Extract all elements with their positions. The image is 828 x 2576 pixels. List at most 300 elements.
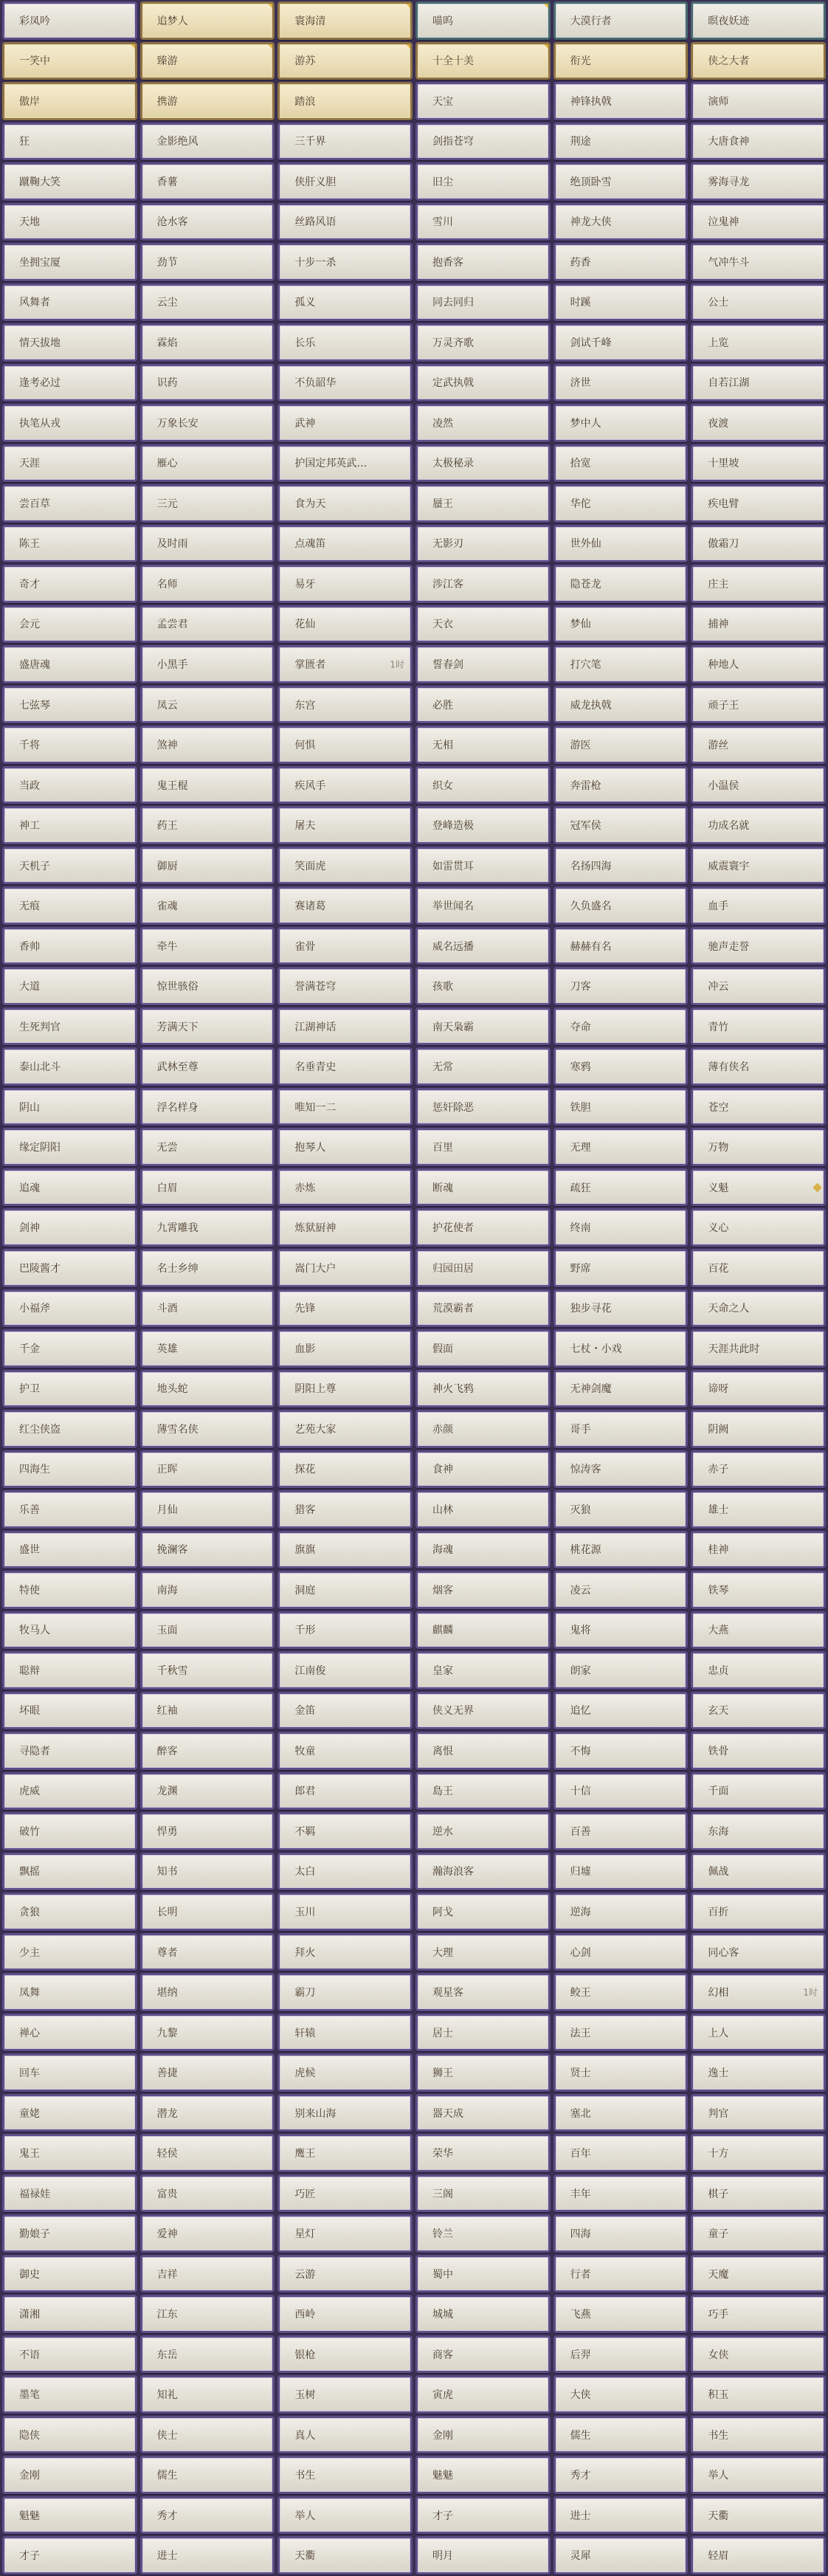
title-cell[interactable] — [140, 123, 275, 161]
title-cell[interactable] — [415, 766, 551, 805]
title-cell[interactable] — [691, 1772, 826, 1811]
title-cell[interactable] — [140, 1, 275, 40]
title-cell[interactable] — [2, 1973, 137, 2011]
title-cell[interactable] — [415, 484, 551, 523]
title-cell[interactable] — [277, 1450, 413, 1489]
title-cell[interactable] — [691, 1329, 826, 1368]
title-cell[interactable] — [553, 162, 689, 201]
title-cell[interactable] — [553, 1208, 689, 1247]
title-cell[interactable] — [2, 686, 137, 724]
title-cell[interactable] — [277, 123, 413, 161]
title-cell[interactable] — [553, 2134, 689, 2172]
title-cell[interactable] — [691, 1410, 826, 1448]
title-cell[interactable] — [277, 203, 413, 241]
title-cell[interactable] — [2, 1933, 137, 1971]
title-cell[interactable] — [553, 2496, 689, 2535]
title-cell[interactable] — [691, 1853, 826, 1891]
title-cell[interactable] — [553, 1008, 689, 1046]
title-cell[interactable] — [2, 1208, 137, 1247]
title-cell[interactable] — [691, 605, 826, 644]
title-cell[interactable] — [140, 1772, 275, 1811]
title-cell[interactable] — [691, 1, 826, 40]
title-cell[interactable] — [691, 1893, 826, 1931]
title-cell[interactable] — [553, 2053, 689, 2092]
title-cell[interactable] — [140, 203, 275, 241]
title-cell[interactable] — [140, 1973, 275, 2011]
title-cell[interactable] — [553, 1450, 689, 1489]
title-cell[interactable] — [140, 2496, 275, 2535]
title-cell[interactable] — [553, 766, 689, 805]
title-cell[interactable] — [277, 806, 413, 844]
title-cell[interactable] — [140, 1853, 275, 1891]
title-cell[interactable] — [2, 565, 137, 603]
title-cell[interactable] — [553, 927, 689, 965]
title-cell[interactable] — [277, 686, 413, 724]
title-cell[interactable] — [415, 1410, 551, 1448]
title-cell[interactable] — [415, 1289, 551, 1328]
title-cell[interactable] — [277, 1410, 413, 1448]
title-cell[interactable] — [691, 1611, 826, 1650]
title-cell[interactable] — [2, 927, 137, 965]
title-cell[interactable] — [691, 927, 826, 965]
title-cell[interactable] — [2, 323, 137, 362]
title-cell[interactable] — [2, 1088, 137, 1126]
title-cell[interactable] — [415, 1450, 551, 1489]
title-cell[interactable] — [277, 2335, 413, 2374]
title-cell[interactable] — [553, 2174, 689, 2213]
title-cell[interactable] — [691, 1208, 826, 1247]
title-cell[interactable] — [691, 2053, 826, 2092]
title-cell[interactable] — [277, 2094, 413, 2132]
title-cell[interactable] — [140, 1692, 275, 1730]
title-cell[interactable] — [691, 2536, 826, 2575]
title-cell[interactable] — [553, 686, 689, 724]
title-cell[interactable] — [277, 2295, 413, 2333]
title-cell[interactable] — [140, 1249, 275, 1287]
title-cell[interactable] — [277, 1853, 413, 1891]
title-cell[interactable] — [415, 2456, 551, 2494]
title-cell[interactable] — [277, 1611, 413, 1650]
title-cell[interactable] — [415, 1853, 551, 1891]
title-cell[interactable] — [2, 1329, 137, 1368]
title-cell[interactable] — [553, 1853, 689, 1891]
title-cell[interactable] — [2, 726, 137, 764]
title-cell[interactable] — [415, 283, 551, 322]
title-cell[interactable] — [553, 2375, 689, 2414]
title-cell[interactable] — [140, 484, 275, 523]
title-cell[interactable] — [553, 1370, 689, 1408]
title-cell[interactable] — [415, 203, 551, 241]
title-cell[interactable] — [2, 42, 137, 80]
title-cell[interactable] — [2, 203, 137, 241]
title-cell[interactable] — [2, 1571, 137, 1609]
title-cell[interactable] — [277, 283, 413, 322]
title-cell[interactable] — [553, 1249, 689, 1287]
title-cell[interactable] — [277, 645, 413, 683]
title-cell[interactable] — [2, 2456, 137, 2494]
title-cell[interactable] — [553, 726, 689, 764]
title-cell[interactable] — [415, 2053, 551, 2092]
title-cell[interactable] — [415, 2375, 551, 2414]
title-cell[interactable] — [2, 847, 137, 885]
title-cell[interactable] — [2, 1008, 137, 1046]
title-cell[interactable] — [691, 1490, 826, 1529]
title-cell[interactable] — [277, 243, 413, 281]
title-cell[interactable] — [691, 806, 826, 844]
title-cell[interactable] — [140, 2174, 275, 2213]
title-cell[interactable] — [415, 1249, 551, 1287]
title-cell[interactable] — [140, 1047, 275, 1086]
title-cell[interactable] — [553, 1410, 689, 1448]
title-cell[interactable] — [140, 1370, 275, 1408]
title-cell[interactable] — [140, 1933, 275, 1971]
title-cell[interactable] — [140, 1008, 275, 1046]
title-cell[interactable] — [553, 123, 689, 161]
title-cell[interactable] — [277, 364, 413, 402]
title-cell[interactable] — [140, 2134, 275, 2172]
title-cell[interactable] — [277, 886, 413, 925]
title-cell[interactable] — [691, 1008, 826, 1046]
title-cell[interactable] — [2, 1490, 137, 1529]
title-cell[interactable] — [553, 1893, 689, 1931]
title-cell[interactable] — [140, 1812, 275, 1850]
title-cell[interactable] — [140, 364, 275, 402]
title-cell[interactable] — [553, 444, 689, 483]
title-cell[interactable] — [415, 1128, 551, 1166]
title-cell[interactable] — [277, 1088, 413, 1126]
title-cell[interactable] — [415, 2134, 551, 2172]
title-cell[interactable] — [691, 1692, 826, 1730]
title-cell[interactable] — [415, 2536, 551, 2575]
title-cell[interactable] — [140, 766, 275, 805]
title-cell[interactable] — [691, 886, 826, 925]
title-cell[interactable] — [2, 1168, 137, 1207]
title-cell[interactable] — [415, 605, 551, 644]
title-cell[interactable] — [415, 404, 551, 442]
title-cell[interactable] — [415, 1088, 551, 1126]
title-cell[interactable] — [277, 1490, 413, 1529]
title-cell[interactable] — [691, 2134, 826, 2172]
title-cell[interactable] — [2, 484, 137, 523]
title-cell[interactable] — [553, 1088, 689, 1126]
title-cell[interactable] — [553, 2536, 689, 2575]
title-cell[interactable] — [415, 847, 551, 885]
title-cell[interactable] — [415, 1168, 551, 1207]
title-cell[interactable] — [553, 2456, 689, 2494]
title-cell[interactable] — [277, 2014, 413, 2052]
title-cell[interactable] — [691, 1571, 826, 1609]
title-cell[interactable] — [553, 645, 689, 683]
title-cell[interactable] — [140, 2536, 275, 2575]
title-cell[interactable] — [691, 1047, 826, 1086]
title-cell[interactable] — [553, 1772, 689, 1811]
title-cell[interactable] — [2, 2094, 137, 2132]
title-cell[interactable] — [140, 2094, 275, 2132]
title-cell[interactable] — [691, 2496, 826, 2535]
title-cell[interactable] — [2, 1, 137, 40]
title-cell[interactable] — [2, 2174, 137, 2213]
title-cell[interactable] — [553, 2094, 689, 2132]
title-cell[interactable] — [140, 967, 275, 1005]
title-cell[interactable] — [277, 967, 413, 1005]
title-cell[interactable] — [2, 243, 137, 281]
title-cell[interactable] — [553, 967, 689, 1005]
title-cell[interactable] — [691, 323, 826, 362]
title-cell[interactable] — [277, 323, 413, 362]
title-cell[interactable] — [277, 2214, 413, 2253]
title-cell[interactable] — [140, 2214, 275, 2253]
title-cell[interactable] — [415, 162, 551, 201]
title-cell[interactable] — [691, 2416, 826, 2454]
title-cell[interactable] — [415, 565, 551, 603]
title-cell[interactable] — [277, 2536, 413, 2575]
title-cell[interactable] — [553, 2335, 689, 2374]
title-cell[interactable] — [140, 927, 275, 965]
title-cell[interactable] — [553, 2214, 689, 2253]
title-cell[interactable] — [2, 2536, 137, 2575]
title-cell[interactable] — [2, 2496, 137, 2535]
title-cell[interactable] — [140, 2375, 275, 2414]
title-cell[interactable] — [415, 1893, 551, 1931]
title-cell[interactable] — [140, 847, 275, 885]
title-cell[interactable] — [277, 1128, 413, 1166]
title-cell[interactable] — [277, 1812, 413, 1850]
title-cell[interactable] — [2, 1249, 137, 1287]
title-cell[interactable] — [415, 123, 551, 161]
title-cell[interactable] — [277, 2496, 413, 2535]
title-cell[interactable] — [415, 243, 551, 281]
title-cell[interactable] — [2, 2335, 137, 2374]
title-cell[interactable] — [691, 1732, 826, 1770]
title-cell[interactable] — [277, 1531, 413, 1569]
title-cell[interactable] — [277, 42, 413, 80]
title-cell[interactable] — [140, 283, 275, 322]
title-cell[interactable] — [277, 484, 413, 523]
title-cell[interactable] — [553, 1812, 689, 1850]
title-cell[interactable] — [277, 847, 413, 885]
title-cell[interactable] — [277, 927, 413, 965]
title-cell[interactable] — [691, 42, 826, 80]
title-cell[interactable] — [691, 2214, 826, 2253]
title-cell[interactable] — [277, 1, 413, 40]
title-cell[interactable] — [2, 1853, 137, 1891]
title-cell[interactable] — [2, 2295, 137, 2333]
title-cell[interactable] — [691, 2375, 826, 2414]
title-cell[interactable] — [140, 323, 275, 362]
title-cell[interactable] — [415, 2295, 551, 2333]
title-cell[interactable] — [553, 2295, 689, 2333]
title-cell[interactable] — [553, 1531, 689, 1569]
title-cell[interactable] — [2, 2255, 137, 2293]
title-cell[interactable] — [691, 1370, 826, 1408]
title-cell[interactable] — [140, 2456, 275, 2494]
title-cell[interactable] — [691, 1450, 826, 1489]
title-cell[interactable] — [415, 2255, 551, 2293]
title-cell[interactable] — [140, 565, 275, 603]
title-cell[interactable] — [415, 2416, 551, 2454]
title-cell[interactable] — [140, 2014, 275, 2052]
title-cell[interactable] — [2, 2014, 137, 2052]
title-cell[interactable] — [691, 847, 826, 885]
title-cell[interactable] — [140, 1128, 275, 1166]
title-cell[interactable] — [2, 806, 137, 844]
title-cell[interactable] — [277, 1208, 413, 1247]
title-cell[interactable] — [553, 1611, 689, 1650]
title-cell[interactable] — [553, 1973, 689, 2011]
title-cell[interactable] — [691, 404, 826, 442]
title-cell[interactable] — [2, 645, 137, 683]
title-cell[interactable] — [140, 1651, 275, 1690]
title-cell[interactable] — [277, 766, 413, 805]
title-cell[interactable] — [2, 2134, 137, 2172]
title-cell[interactable] — [2, 1651, 137, 1690]
title-cell[interactable] — [277, 726, 413, 764]
title-cell[interactable] — [691, 2295, 826, 2333]
title-cell[interactable] — [691, 1651, 826, 1690]
title-cell[interactable] — [140, 726, 275, 764]
title-cell[interactable] — [140, 886, 275, 925]
title-cell[interactable] — [415, 1008, 551, 1046]
title-cell[interactable] — [415, 927, 551, 965]
title-cell[interactable] — [277, 2053, 413, 2092]
title-cell[interactable] — [2, 444, 137, 483]
title-cell[interactable] — [553, 1168, 689, 1207]
title-cell[interactable] — [140, 1611, 275, 1650]
title-cell[interactable] — [140, 444, 275, 483]
title-cell[interactable] — [2, 1772, 137, 1811]
title-cell[interactable] — [140, 1571, 275, 1609]
title-cell[interactable] — [140, 1208, 275, 1247]
title-cell[interactable] — [553, 2014, 689, 2052]
title-cell[interactable] — [415, 967, 551, 1005]
title-cell[interactable] — [415, 726, 551, 764]
title-cell[interactable] — [553, 1933, 689, 1971]
title-cell[interactable] — [553, 42, 689, 80]
title-cell[interactable] — [691, 1128, 826, 1166]
title-cell[interactable] — [415, 1772, 551, 1811]
title-cell[interactable] — [691, 444, 826, 483]
title-cell[interactable] — [415, 806, 551, 844]
title-cell[interactable] — [2, 886, 137, 925]
title-cell[interactable] — [2, 1611, 137, 1650]
title-cell[interactable] — [2, 123, 137, 161]
title-cell[interactable] — [415, 2174, 551, 2213]
title-cell[interactable] — [415, 1208, 551, 1247]
title-cell[interactable] — [140, 806, 275, 844]
title-cell[interactable] — [415, 886, 551, 925]
title-cell[interactable] — [553, 1692, 689, 1730]
title-cell[interactable] — [691, 2014, 826, 2052]
title-cell[interactable] — [2, 1812, 137, 1850]
title-cell[interactable] — [277, 2255, 413, 2293]
title-cell[interactable] — [140, 162, 275, 201]
title-cell[interactable] — [553, 1, 689, 40]
title-cell[interactable] — [691, 1289, 826, 1328]
title-cell[interactable] — [691, 243, 826, 281]
title-cell[interactable] — [140, 1732, 275, 1770]
title-cell[interactable] — [277, 1933, 413, 1971]
title-cell[interactable] — [277, 1732, 413, 1770]
title-cell[interactable] — [553, 2416, 689, 2454]
title-cell[interactable] — [277, 1329, 413, 1368]
title-cell[interactable] — [553, 565, 689, 603]
title-cell[interactable] — [553, 1651, 689, 1690]
title-cell[interactable] — [415, 2496, 551, 2535]
title-cell[interactable] — [691, 82, 826, 120]
title-cell[interactable] — [691, 2255, 826, 2293]
title-cell[interactable] — [415, 82, 551, 120]
title-cell[interactable] — [2, 1047, 137, 1086]
title-cell[interactable] — [277, 2174, 413, 2213]
title-cell[interactable] — [277, 1772, 413, 1811]
title-cell[interactable] — [553, 806, 689, 844]
title-cell[interactable] — [140, 2335, 275, 2374]
title-cell[interactable] — [691, 2335, 826, 2374]
title-cell[interactable] — [415, 1651, 551, 1690]
title-cell[interactable] — [140, 404, 275, 442]
title-cell[interactable] — [2, 2214, 137, 2253]
title-cell[interactable] — [691, 726, 826, 764]
title-cell[interactable] — [691, 1973, 826, 2011]
title-cell[interactable] — [2, 162, 137, 201]
title-cell[interactable] — [553, 1571, 689, 1609]
title-cell[interactable] — [140, 1168, 275, 1207]
title-cell[interactable] — [277, 1651, 413, 1690]
title-cell[interactable] — [691, 1088, 826, 1126]
title-cell[interactable] — [553, 1490, 689, 1529]
title-cell[interactable] — [277, 2456, 413, 2494]
title-cell[interactable] — [691, 484, 826, 523]
title-cell[interactable] — [553, 605, 689, 644]
title-cell[interactable] — [415, 2014, 551, 2052]
title-cell[interactable] — [277, 2416, 413, 2454]
title-cell[interactable] — [277, 1973, 413, 2011]
title-cell[interactable] — [553, 484, 689, 523]
title-cell[interactable] — [691, 2094, 826, 2132]
title-cell[interactable] — [691, 203, 826, 241]
title-cell[interactable] — [691, 2456, 826, 2494]
title-cell[interactable] — [140, 1289, 275, 1328]
title-cell[interactable] — [2, 1410, 137, 1448]
title-cell[interactable] — [140, 2416, 275, 2454]
title-cell[interactable] — [277, 2134, 413, 2172]
title-cell[interactable] — [2, 283, 137, 322]
title-cell[interactable] — [277, 162, 413, 201]
title-cell[interactable] — [553, 1289, 689, 1328]
title-cell[interactable] — [691, 1933, 826, 1971]
title-cell[interactable] — [553, 82, 689, 120]
title-cell[interactable] — [553, 1732, 689, 1770]
title-cell[interactable] — [691, 1531, 826, 1569]
title-cell[interactable] — [277, 1168, 413, 1207]
title-cell[interactable] — [691, 162, 826, 201]
title-cell[interactable] — [691, 766, 826, 805]
title-cell[interactable] — [2, 1893, 137, 1931]
title-cell[interactable] — [415, 1812, 551, 1850]
title-cell[interactable] — [415, 525, 551, 563]
title-cell[interactable] — [691, 1249, 826, 1287]
title-cell[interactable] — [553, 525, 689, 563]
title-cell[interactable] — [2, 967, 137, 1005]
title-cell[interactable] — [691, 2174, 826, 2213]
title-cell[interactable] — [691, 525, 826, 563]
title-cell[interactable] — [415, 444, 551, 483]
title-cell[interactable] — [277, 2375, 413, 2414]
title-cell[interactable] — [553, 1047, 689, 1086]
title-cell[interactable] — [553, 847, 689, 885]
title-cell[interactable] — [277, 525, 413, 563]
title-cell[interactable] — [553, 243, 689, 281]
